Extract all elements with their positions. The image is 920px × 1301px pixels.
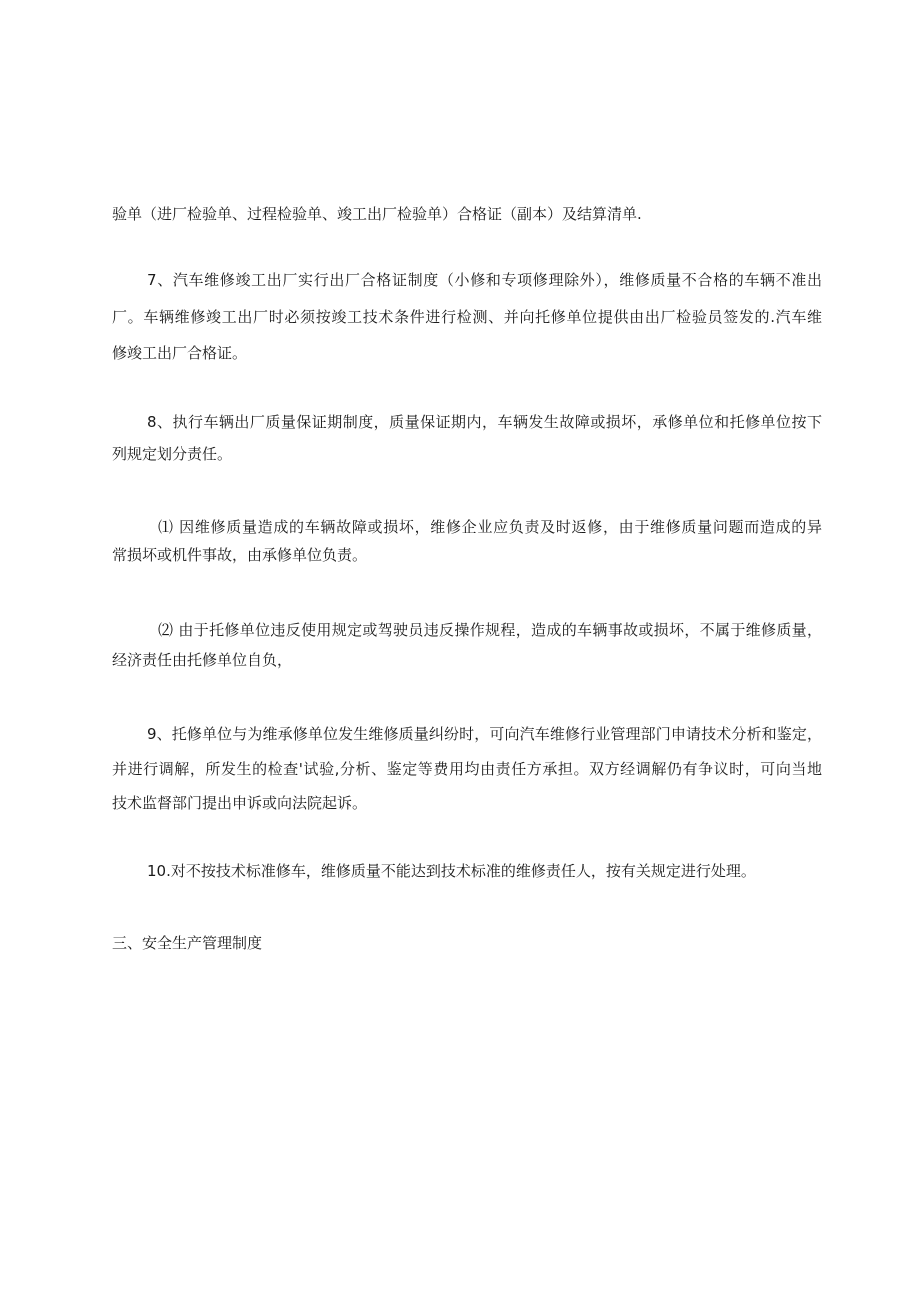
item-9-line-1: 9、托修单位与为维承修单位发生维修质量纠纷时，可向汽车维修行业管理部门申请技术分析和鉴定， [147, 725, 822, 743]
item-9-line-2: 并进行调解，所发生的检查'试验,分析、鉴定等费用均由责任方承担。双方经调解仍有争议时，可向当地 [112, 760, 822, 778]
item-8-1-line-1: ⑴ 因维修质量造成的车辆故障或损坏，维修企业应负责及时返修，由于维修质量问题而造成的异 [158, 518, 822, 536]
item-10-line-1: 10.对不按技术标准修车，维修质量不能达到技术标准的维修责任人，按有关规定进行处理。 [147, 862, 756, 880]
item-7-line-2: 厂。车辆维修竣工出厂时必须按竣工技术条件进行检测、并向托修单位提供由出厂检验员签发的.汽车维 [112, 308, 822, 326]
item-8-line-2: 列规定划分责任。 [112, 445, 233, 463]
item-8-2-line-2: 经济责任由托修单位自负， [112, 651, 293, 669]
intro-paragraph-line: 验单（进厂检验单、过程检验单、竣工出厂检验单）合格证（副本）及结算清单. [112, 205, 642, 223]
item-8-line-1: 8、执行车辆出厂质量保证期制度，质量保证期内，车辆发生故障或损坏，承修单位和托修单位按下 [147, 413, 822, 431]
section-3-heading: 三、安全生产管理制度 [112, 934, 263, 952]
item-7-line-1: 7、汽车维修竣工出厂实行出厂合格证制度（小修和专项修理除外），维修质量不合格的车辆不准出 [147, 271, 822, 289]
item-9-line-3: 技术监督部门提出申诉或向法院起诉。 [112, 794, 368, 812]
item-8-1-line-2: 常损坏或机件事故，由承修单位负责。 [112, 546, 368, 564]
item-7-line-3: 修竣工出厂合格证。 [112, 344, 248, 362]
item-8-2-line-1: ⑵ 由于托修单位违反使用规定或驾驶员违反操作规程，造成的车辆事故或损坏，不属于维修质量， [158, 621, 822, 639]
